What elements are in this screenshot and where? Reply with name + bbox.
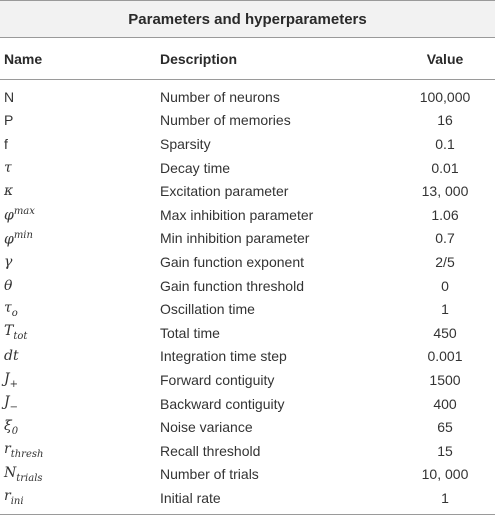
- param-symbol: [0, 230, 160, 248]
- param-symbol: [0, 183, 160, 199]
- param-symbol-subscript: trials: [16, 472, 43, 484]
- param-symbol-base: P: [4, 112, 14, 129]
- param-symbol-base: f: [4, 135, 8, 152]
- param-value: 13, 000: [421, 183, 469, 200]
- param-description: Number of memories: [160, 112, 291, 129]
- param-symbol: [0, 488, 160, 507]
- param-symbol: [0, 371, 160, 390]
- param-symbol: [0, 394, 160, 413]
- param-description: Excitation parameter: [160, 183, 289, 200]
- param-value: 1: [441, 301, 449, 318]
- table-row: [0, 415, 495, 439]
- table-row: [0, 439, 495, 463]
- param-symbol-base: r: [4, 441, 11, 458]
- param-symbol-superscript: min: [13, 229, 33, 241]
- param-value: 0.7: [435, 230, 455, 247]
- param-symbol-base: r: [4, 488, 11, 505]
- header-name: Name: [4, 50, 43, 67]
- param-symbol-base: κ: [4, 183, 14, 200]
- table-row: [0, 321, 495, 345]
- param-description: Number of neurons: [160, 88, 280, 105]
- param-value: 2/5: [435, 253, 455, 270]
- param-description: Backward contiguity: [160, 395, 285, 412]
- param-symbol-base: ξ: [4, 417, 12, 434]
- param-value: 10, 000: [421, 466, 469, 483]
- param-value: 100,000: [419, 88, 471, 105]
- param-description: Recall threshold: [160, 442, 261, 459]
- header-description: Description: [160, 50, 238, 67]
- param-symbol-subscript: tot: [13, 331, 28, 343]
- param-description: Gain function exponent: [160, 253, 304, 270]
- param-symbol-base: τ: [4, 159, 12, 176]
- bottom-rule: [0, 514, 495, 515]
- param-symbol-base: φ: [4, 231, 14, 248]
- table-row: [0, 463, 495, 487]
- table-row: [0, 109, 495, 133]
- param-value: 16: [437, 112, 453, 129]
- table-title-bar: [0, 0, 495, 38]
- param-description: Sparsity: [160, 135, 211, 152]
- param-description: Number of trials: [160, 466, 259, 483]
- param-description: Forward contiguity: [160, 371, 275, 388]
- table-row: [0, 85, 495, 109]
- table-row: [0, 203, 495, 227]
- param-symbol-base: dt: [4, 348, 19, 365]
- param-symbol: [0, 323, 160, 342]
- param-symbol-subscript: −: [9, 401, 19, 413]
- param-description: Total time: [160, 324, 220, 341]
- param-symbol-base: T: [4, 323, 14, 340]
- param-value: 1: [441, 489, 449, 506]
- param-symbol: [0, 418, 160, 437]
- param-symbol-base: τ: [4, 299, 12, 316]
- param-value: 0.01: [431, 159, 459, 176]
- param-symbol: [0, 112, 160, 128]
- param-value: 450: [433, 324, 457, 341]
- param-value: 0.1: [435, 135, 455, 152]
- param-value: 0.001: [427, 348, 463, 365]
- table-row: [0, 179, 495, 203]
- param-symbol-base: φ: [4, 207, 14, 224]
- table-row: [0, 486, 495, 510]
- param-symbol-base: γ: [4, 253, 13, 270]
- table-row: [0, 274, 495, 298]
- param-description: Noise variance: [160, 419, 253, 436]
- param-value: 1500: [429, 371, 461, 388]
- param-symbol-subscript: thresh: [10, 449, 44, 461]
- table-header-row: [0, 38, 495, 80]
- table-row: [0, 132, 495, 156]
- param-symbol: [0, 348, 160, 364]
- param-symbol-subscript: +: [9, 378, 19, 390]
- param-symbol: [0, 300, 160, 319]
- param-symbol-base: J: [4, 370, 10, 387]
- param-symbol: [0, 441, 160, 460]
- table-row: [0, 392, 495, 416]
- table-row: [0, 297, 495, 321]
- param-description: Integration time step: [160, 348, 287, 365]
- table-row: [0, 227, 495, 251]
- header-value: Value: [426, 50, 464, 67]
- param-symbol: [0, 89, 160, 105]
- param-description: Min inhibition parameter: [160, 230, 310, 247]
- param-symbol-subscript: 0: [11, 425, 19, 437]
- param-symbol-base: N: [4, 88, 15, 105]
- param-symbol: [0, 136, 160, 152]
- table-row: [0, 345, 495, 369]
- param-symbol-subscript: ini: [10, 496, 24, 508]
- param-symbol: [0, 254, 160, 270]
- param-value: 1.06: [431, 206, 459, 223]
- param-description: Gain function threshold: [160, 277, 304, 294]
- param-description: Max inhibition parameter: [160, 206, 314, 223]
- param-symbol-superscript: max: [13, 205, 35, 217]
- param-symbol-base: N: [4, 464, 17, 481]
- param-value: 15: [437, 442, 453, 459]
- param-symbol: [0, 278, 160, 294]
- param-description: Oscillation time: [160, 301, 255, 318]
- table-row: [0, 250, 495, 274]
- param-value: 65: [437, 419, 453, 436]
- param-symbol: [0, 206, 160, 224]
- table-title: Parameters and hyperparameters: [128, 10, 367, 28]
- param-symbol: [0, 465, 160, 484]
- param-value: 0: [441, 277, 449, 294]
- param-value: 400: [433, 395, 457, 412]
- param-description: Decay time: [160, 159, 231, 176]
- param-symbol: [0, 160, 160, 176]
- param-symbol-base: J: [4, 394, 10, 411]
- param-symbol-subscript: o: [11, 307, 18, 319]
- table-body: [0, 80, 495, 510]
- table-row: [0, 368, 495, 392]
- param-description: Initial rate: [160, 489, 221, 506]
- param-symbol-base: θ: [4, 277, 13, 294]
- table-row: [0, 156, 495, 180]
